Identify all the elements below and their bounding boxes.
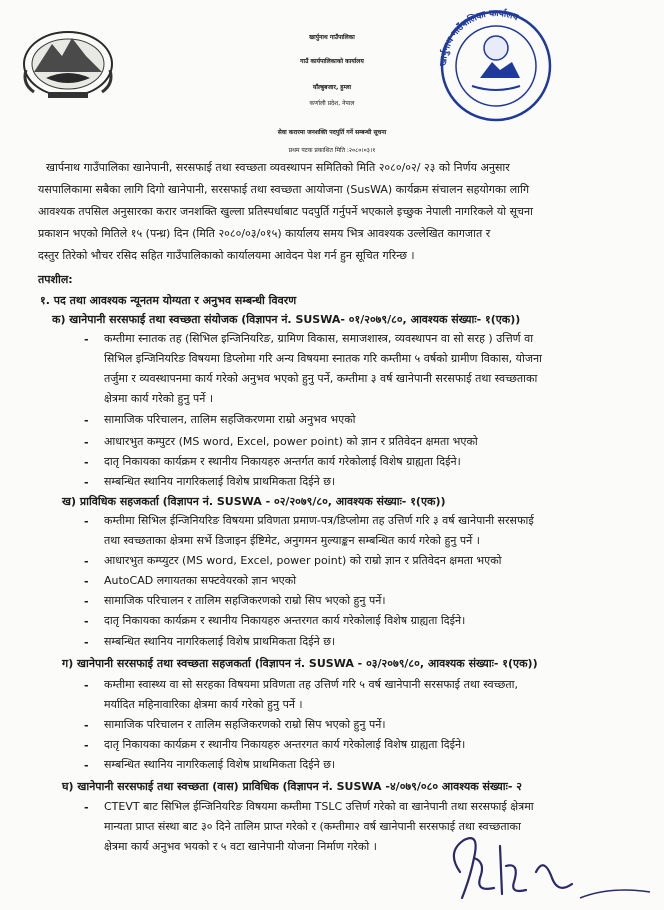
post-b-item-2: आधारभुत कम्प्युटर (MS word, Excel, power point) को राम्रो ज्ञान र प्रतिवेदन क्षमता भएको	[104, 554, 502, 567]
post-c-item-3: दातृ निकायका कार्यक्रम र स्थानीय निकायहरु अन्तरगत कार्य गरेकोलाई विशेष ग्राह्यता दिईने।	[104, 738, 466, 751]
bullet-dash: -	[84, 575, 89, 588]
post-d-heading: घ) खानेपानी सरसफाई तथा स्वच्छता (वास) प्राविधिक (विज्ञापन नं. SUSWA -४/०७९/०८० आवश्यक संख्याः- २	[62, 780, 522, 793]
notice-title: सेवा करारमा जनशक्ति पदपुर्ति गर्ने सम्बन्धी सूचना	[277, 129, 387, 136]
tapsil-label: तपशील:	[38, 273, 73, 286]
office-name: गाउँ कार्यपालिकाको कार्यालय	[300, 58, 364, 65]
bullet-dash: -	[84, 414, 89, 427]
post-c-item-4: सम्बन्धित स्थानिय नागरिकलाई विशेष प्राथमिकता दिईने छ।	[104, 758, 336, 771]
publish-date: प्रथम पटक प्रकाशित मिति :२०८०।०३।१	[288, 147, 376, 154]
post-a-item-3: आधारभुत कम्पुटर (MS word, Excel, power point) को ज्ञान र प्रतिवेदन क्षमता भएको	[104, 435, 478, 448]
post-c-heading: ग) खानेपानी सरसफाई तथा स्वच्छता सहजकर्ता (विज्ञापन नं. SUSWA - ०३/२०७९/८०, आवश्यक संख्याः- १(एक))	[62, 657, 538, 670]
bullet-dash: -	[84, 801, 89, 814]
post-b-item-5: दातृ निकायका कार्यक्रम र स्थानीय निकायहरु अन्तरगत कार्य गरेकोलाई विशेष ग्राह्यता दिईने।	[104, 614, 466, 627]
intro-line-5: दस्तुर तिरेको भौचर रसिद सहित गाउँपालिकाको कार्यालयमा आवेदन पेश गर्न हुन सूचित गरिन्छ ।	[38, 249, 415, 262]
post-a-heading: क) खानेपानी सरसफाई तथा स्वच्छता संयोजक (विज्ञापन नं. SUSWA- ०१/२०७९/८०, आवश्यक संख्याः- १(एक))	[52, 313, 521, 326]
post-c-item-1-line-1: कम्तीमा स्वास्थ्य वा सो सरहका विषयमा प्रविणता तह उत्तिर्ण गरि ५ वर्ष खानेपानी सरसफाई तथा स्वच्छता,	[104, 678, 518, 691]
post-a-item-1-line-1: कम्तीमा स्नातक तह (सिभिल इन्जिनियरिङ, ग्रामिण विकास, समाजशास्त्र, व्यवस्थापन वा सो सरह ) उत्तिर्ण वा	[104, 332, 534, 345]
intro-line-1: खार्पनाथ गाउँपालिका खानेपानी, सरसफाई तथा स्वच्छता व्यवस्थापन समितिको मिति २०८०/०२/ २३ को निर्णय अनुसार	[46, 161, 510, 174]
bullet-dash: -	[84, 615, 89, 628]
post-b-heading: ख) प्राविधिक सहजकर्ता (विज्ञापन नं. SUSWA - ०२/२०७९/८०, आवश्यक संख्याः- १(एक))	[62, 495, 446, 508]
post-d-item-1-line-1: CTEVT बाट सिभिल ईन्जिनियरिङ विषयमा कम्तीमा TSLC उत्तिर्ण गरेको वा खानेपानी तथा सरसफाई क्षेत्रमा	[104, 800, 534, 813]
post-a-item-5: सम्बन्धित स्थानिय नागरिकलाई विशेष प्राथमिकता दिईने छ।	[104, 475, 336, 488]
post-b-item-1-line-1: कम्तीमा सिभिल ईन्जिनियरिङ विषयमा प्रविणता प्रमाण-पत्र/डिप्लोमा तह उत्तिर्ण गरि ३ वर्ष खानेपानी सरसफाई	[104, 514, 534, 527]
seal-text: खार्पुनाथ गाउँपालिका कार्यालय	[438, 8, 520, 67]
province-name: कर्णाली प्रदेश, नेपाल	[309, 100, 355, 107]
signature	[440, 832, 660, 910]
post-b-item-4: सामाजिक परिचालन र तालिम सहजिकरणको राम्रो सिप भएको हुनु पर्ने।	[104, 594, 386, 607]
post-a-item-4: दातृ निकायका कार्यक्रम र स्थानीय निकायहरु अन्तर्गत कार्य गरेकोलाई विशेष ग्राह्यता दिईने।	[104, 455, 461, 468]
post-b-item-6: सम्बन्धित स्थानिय नागरिकलाई विशेष प्राथमिकता दिईने छ।	[104, 635, 336, 648]
bullet-dash: -	[84, 555, 89, 568]
post-c-item-1-line-2: मर्यादित महिनावारिका क्षेत्रमा कार्य गरेको हुनु पर्ने ।	[104, 698, 303, 711]
bullet-dash: -	[84, 759, 89, 772]
intro-line-4: प्रकाशन भएको मितिले १५ (पन्ध्र) दिन (मिति २०८०/०३/०१५) कार्यालय समय भित्र आवश्यक उल्लेखित कागजात र	[38, 227, 491, 240]
post-a-item-2: सामाजिक परिचालन, तालिम सहजिकरणमा राम्रो अनुभव भएको	[104, 413, 356, 426]
bullet-dash: -	[84, 636, 89, 649]
office-address: याँल्बुबजार, हुम्ला	[312, 84, 352, 91]
bullet-dash: -	[84, 739, 89, 752]
post-a-item-1-line-2: सिभिल इन्जिनियरिङ विषयमा डिप्लोमा गरि अन्य विषयमा स्नातक गरि कम्तीमा ५ वर्षको ग्रामीण विकास, योजना	[104, 352, 542, 365]
bullet-dash: -	[84, 456, 89, 469]
bullet-dash: -	[84, 333, 89, 346]
post-a-item-1-line-4: क्षेत्रमा कार्य गरेको हुनु पर्ने ।	[104, 392, 214, 405]
intro-line-2: यसपालिकामा सबैका लागि दिगो खानेपानी, सरसफाई तथा स्वच्छता आयोजना (SusWA) कार्यक्रम संचालन सहयोगका लागि	[38, 183, 530, 196]
intro-line-3: आवश्यक तपसिल अनुसारका करार जनशक्ति खुल्ला प्रतिस्पर्धाबाट पदपुर्ति गर्नुपर्ने भएकाले इच्छुक नेपाली नागरिकले यो सूचना	[38, 205, 533, 218]
post-c-item-2: सामाजिक परिचालन र तालिम सहजिकरणको राम्रो सिप भएको हुनु पर्ने।	[104, 718, 386, 731]
municipality-name: खार्पुनाथ गाउँपालिका	[309, 34, 355, 41]
bullet-dash: -	[84, 436, 89, 449]
post-b-item-1-line-2: तथा स्वच्छताका क्षेत्रमा सर्भे डिजाइन ईष्टिमेट, अनुगमन मुल्याङ्कन सम्बन्धित कार्य गरेको हुनु पर्ने ।	[104, 534, 480, 547]
section-1-heading: १. पद तथा आवश्यक न्यूनतम योग्यता र अनुभव सम्बन्धी विवरण	[40, 294, 297, 307]
post-d-item-1-line-2: मान्यता प्राप्त संस्था बाट ३० दिने तालिम प्राप्त गरेको र (कम्तीमा२ वर्ष खानेपानी सरसफाई तथा स्वच्छताका	[104, 820, 521, 833]
post-b-item-3: AutoCAD लगायतका सफ्टवेयरको ज्ञान भएको	[104, 574, 297, 587]
post-d-item-1-line-3: क्षेत्रमा कार्य अनुभव भयको र ५ वटा खानेपानी योजना निर्माण गरेको ।	[104, 840, 377, 853]
bullet-dash: -	[84, 595, 89, 608]
bullet-dash: -	[84, 679, 89, 692]
bullet-dash: -	[84, 476, 89, 489]
bullet-dash: -	[84, 515, 89, 528]
post-a-item-1-line-3: तर्जुमा र व्यवस्थापनमा कार्य गरेको अनुभव भएको हुनु पर्ने, कम्तीमा ३ वर्ष खानेपानी सरसफाई तथा स्वच्छताका	[104, 372, 538, 385]
bullet-dash: -	[84, 719, 89, 732]
